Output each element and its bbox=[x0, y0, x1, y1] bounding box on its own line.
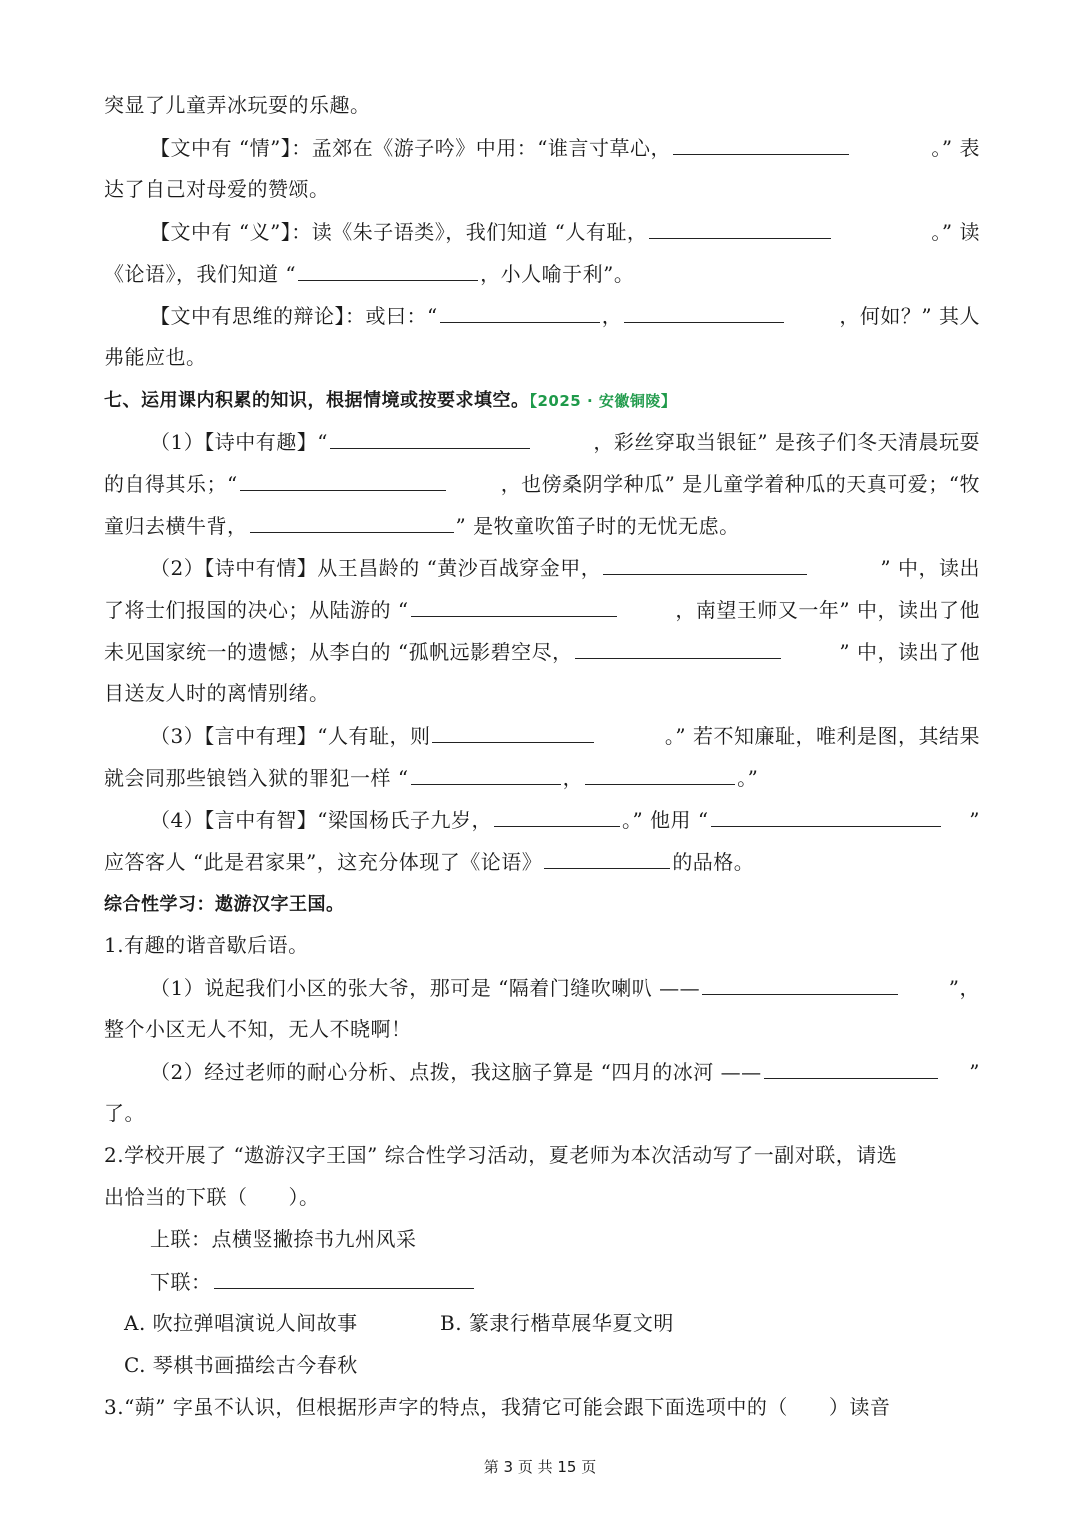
answer-blank[interactable] bbox=[298, 258, 478, 281]
answer-blank[interactable] bbox=[440, 300, 600, 323]
answer-blank[interactable] bbox=[240, 468, 446, 491]
q3-line-2: 就会同那些锒铛入狱的罪犯一样 “ ， 。” bbox=[104, 762, 980, 793]
answer-blank[interactable] bbox=[585, 762, 735, 785]
bian-line-2: 弗能应也。 bbox=[104, 345, 207, 369]
qing-line-1: 【文中有 “情”】：孟郊在《游子吟》中用：“谁言寸草心， 。” 表 bbox=[150, 132, 980, 163]
option-a[interactable]: A. 吹拉弹唱演说人间故事 bbox=[124, 1311, 358, 1335]
option-b[interactable]: B. 篆隶行楷草展华夏文明 bbox=[440, 1311, 674, 1335]
s3-line-1: 3.“蒴” 字虽不认识，但根据形声字的特点，我猜它可能会跟下面选项中的（ ）读音 bbox=[104, 1395, 891, 1419]
q1-line-1: （1）【诗中有趣】“ ，彩丝穿取当银钲” 是孩子们冬天清晨玩耍 bbox=[150, 426, 980, 457]
answer-blank[interactable] bbox=[411, 762, 561, 785]
answer-blank[interactable] bbox=[702, 972, 898, 995]
answer-blank[interactable] bbox=[432, 720, 594, 743]
s2-line-2: 出恰当的下联（ ）。 bbox=[104, 1185, 320, 1209]
answer-blank[interactable] bbox=[214, 1266, 474, 1289]
options-row-2 bbox=[124, 1350, 1000, 1380]
q2-line-2: 了将士们报国的决心；从陆游的 “ ，南望王师又一年” 中，读出了他 bbox=[104, 594, 980, 625]
answer-blank[interactable] bbox=[494, 804, 620, 827]
intro-line: 突显了儿童弄冰玩耍的乐趣。 bbox=[104, 93, 371, 117]
answer-blank[interactable] bbox=[711, 804, 941, 827]
answer-blank[interactable] bbox=[544, 846, 670, 869]
answer-blank[interactable] bbox=[411, 594, 617, 617]
answer-blank[interactable] bbox=[603, 552, 807, 575]
q1-line-2: 的自得其乐；“ ，也傍桑阴学种瓜” 是儿童学着种瓜的天真可爱；“牧 bbox=[104, 468, 980, 499]
answer-blank[interactable] bbox=[575, 636, 781, 659]
answer-blank[interactable] bbox=[673, 132, 849, 155]
q4-line-2: 应答客人 “此是君家果”，这充分体现了《论语》 的品格。 bbox=[104, 846, 980, 877]
q2-line-3: 未见国家统一的遗憾；从李白的 “孤帆远影碧空尽， ” 中，读出了他 bbox=[104, 636, 980, 667]
s1-q2-line-2: 了。 bbox=[104, 1101, 145, 1125]
answer-blank[interactable] bbox=[649, 216, 831, 239]
s1-q1-line-1: （1）说起我们小区的张大爷，那可是 “隔着门缝吹喇叭 —— ”， bbox=[150, 972, 980, 1003]
q4-line-1: （4）【言中有智】“梁国杨氏子九岁， 。” 他用 “ ” bbox=[150, 804, 980, 835]
answer-blank[interactable] bbox=[250, 510, 454, 533]
qing-line-2: 达了自己对母爱的赞颂。 bbox=[104, 177, 330, 201]
options-row-1 bbox=[124, 1308, 1000, 1338]
page-number: 第 3 页 共 15 页 bbox=[483, 1458, 597, 1476]
q2-line-4: 目送友人时的离情别绪。 bbox=[104, 681, 330, 705]
s2-line-1: 2.学校开展了 “遨游汉字王国” 综合性学习活动，夏老师为本次活动写了一副对联，请选 bbox=[104, 1143, 898, 1167]
q2-line-1: （2）【诗中有情】从王昌龄的 “黄沙百战穿金甲， ” 中，读出 bbox=[150, 552, 980, 583]
section-7-heading: 七、运用课内积累的知识，根据情境或按要求填空。【2025 · 安徽铜陵】 bbox=[104, 390, 677, 411]
q1-line-3: 童归去横牛背， ” 是牧童吹笛子时的无忧无虑。 bbox=[104, 510, 980, 541]
yi-line-2: 《论语》，我们知道 “ ，小人喻于利”。 bbox=[104, 258, 980, 289]
s1-title: 1.有趣的谐音歇后语。 bbox=[104, 933, 309, 957]
s1-q1-line-2: 整个小区无人不知，无人不晓啊！ bbox=[104, 1017, 412, 1041]
answer-blank[interactable] bbox=[624, 300, 784, 323]
answer-blank[interactable] bbox=[330, 426, 530, 449]
source-tag: 【2025 · 安徽铜陵】 bbox=[529, 392, 677, 410]
couplet-lower: 下联： bbox=[150, 1266, 1026, 1297]
q3-line-1: （3）【言中有理】“人有耻，则 。” 若不知廉耻，唯利是图，其结果 bbox=[150, 720, 980, 751]
s1-q2-line-1: （2）经过老师的耐心分析、点拨，我这脑子算是 “四月的冰河 —— ” bbox=[150, 1056, 980, 1087]
option-c[interactable]: C. 琴棋书画描绘古今春秋 bbox=[124, 1353, 358, 1377]
bian-line-1: 【文中有思维的辩论】：或曰：“ ， ，何如？” 其人 bbox=[150, 300, 980, 331]
yi-line-1: 【文中有 “义”】：读《朱子语类》，我们知道 “人有耻， 。” 读 bbox=[150, 216, 980, 247]
couplet-upper: 上联：点横竖撇捺书九州风采 bbox=[150, 1227, 417, 1251]
answer-blank[interactable] bbox=[764, 1056, 938, 1079]
zonghe-heading: 综合性学习：遨游汉字王国。 bbox=[104, 894, 345, 915]
